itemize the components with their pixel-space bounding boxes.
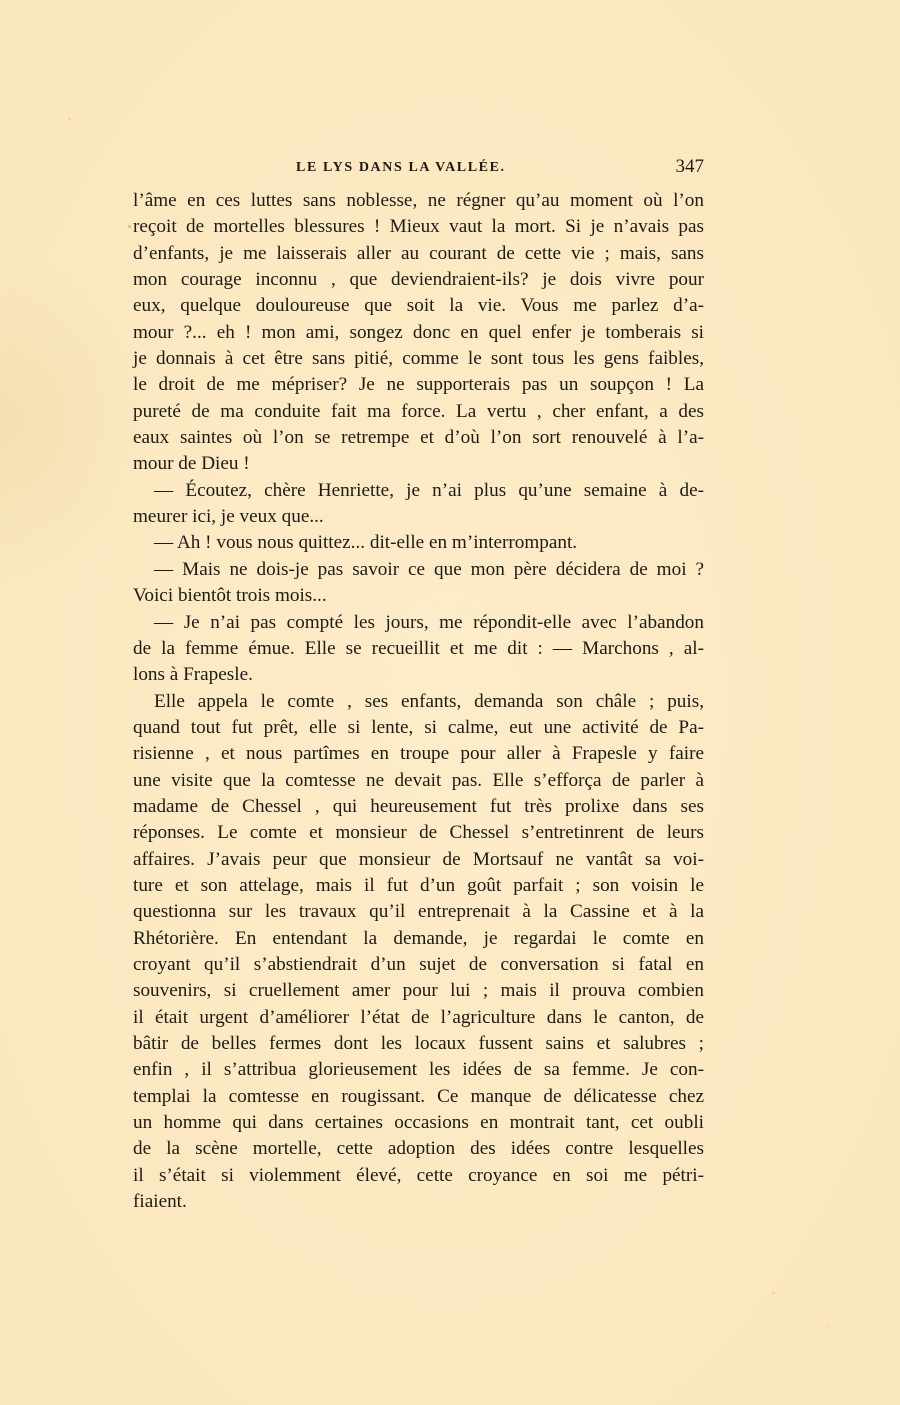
text-line: réponses. Le comte et monsieur de Chessel s’entretinrent de leurs bbox=[133, 822, 704, 844]
text-line: — Ah ! vous nous quittez... dit-elle en m’interrompant. bbox=[154, 532, 578, 554]
text-line: quand tout fut prêt, elle si lente, si calme, eut une activité de Pa- bbox=[133, 716, 704, 738]
text-line: mour ?... eh ! mon ami, songez donc en quel enfer je tomberais si bbox=[133, 321, 704, 343]
text-line: croyant qu’il s’abstiendrait d’un sujet de conversation si fatal en bbox=[133, 953, 704, 975]
text-line: bâtir de belles fermes dont les locaux fussent sains et salubres ; bbox=[133, 1033, 704, 1054]
text-line: meurer ici, je veux que... bbox=[133, 506, 324, 528]
text-line: questionna sur les travaux qu’il entreprenait à la Cassine et à la bbox=[133, 901, 704, 923]
text-line: d’enfants, je me laisserais aller au courant de cette vie ; mais, sans bbox=[133, 242, 704, 264]
text-line: enfin , il s’attribua glorieusement les idées de sa femme. Je con- bbox=[133, 1059, 704, 1081]
text-line: risienne , et nous partîmes en troupe pour aller à Frapesle y faire bbox=[133, 743, 704, 765]
text-line: mour de Dieu ! bbox=[133, 453, 250, 475]
text-line: mon courage inconnu , que deviendraient-ils? je dois vivre pour bbox=[133, 269, 704, 291]
text-line: — Mais ne dois-je pas savoir ce que mon père décidera de moi ? bbox=[154, 558, 704, 580]
text-line: souvenirs, si cruellement amer pour lui ; mais il prouva combien bbox=[133, 980, 704, 1002]
text-line: un homme qui dans certaines occasions en montrait tant, cet oubli bbox=[133, 1112, 704, 1134]
text-line: eux, quelque douloureuse que soit la vie. Vous me parlez d’a- bbox=[133, 295, 704, 317]
text-line: — Je n’ai pas compté les jours, me répondit-elle avec l’abandon bbox=[154, 611, 704, 633]
text-line: lons à Frapesle. bbox=[133, 664, 253, 686]
text-line: templai la comtesse en rougissant. Ce manque de délicatesse chez bbox=[133, 1085, 704, 1107]
text-line: fiaient. bbox=[133, 1191, 187, 1213]
paper-speck bbox=[772, 1292, 775, 1294]
text-line: l’âme en ces luttes sans noblesse, ne régner qu’au moment où l’on bbox=[133, 190, 704, 211]
running-title: LE LYS DANS LA VALLÉE. bbox=[296, 160, 506, 175]
text-line: — Écoutez, chère Henriette, je n’ai plus qu’une semaine à de- bbox=[154, 479, 704, 501]
text-line: ture et son attelage, mais il fut d’un goût parfait ; son voisin le bbox=[133, 874, 704, 896]
paper-speck bbox=[128, 225, 131, 228]
text-line: de la scène mortelle, cette adoption des idées contre lesquelles bbox=[133, 1138, 704, 1160]
body-text bbox=[133, 188, 704, 1215]
paper-speck bbox=[826, 1325, 828, 1327]
text-line: Rhétorière. En entendant la demande, je regardai le comte en bbox=[133, 927, 704, 949]
text-line: affaires. J’avais peur que monsieur de Mortsauf ne vantât sa voi- bbox=[133, 848, 704, 870]
text-line: madame de Chessel , qui heureusement fut très prolixe dans ses bbox=[133, 795, 704, 817]
text-line: il était urgent d’améliorer l’état de l’agriculture dans le canton, de bbox=[133, 1006, 704, 1028]
paper-speck bbox=[68, 118, 71, 120]
text-line: reçoit de mortelles blessures ! Mieux vaut la mort. Si je n’avais pas bbox=[133, 216, 704, 238]
text-line: de la femme émue. Elle se recueillit et me dit : — Marchons , al- bbox=[133, 637, 704, 659]
text-line: Elle appela le comte , ses enfants, demanda son châle ; puis, bbox=[154, 690, 704, 712]
page-number: 347 bbox=[675, 156, 704, 177]
text-line: pureté de ma conduite fait ma force. La vertu , cher enfant, a des bbox=[133, 400, 704, 422]
book-page bbox=[133, 156, 704, 1215]
running-head bbox=[133, 156, 704, 182]
text-line: eaux saintes où l’on se retrempe et d’où l’on sort renouvelé à l’a- bbox=[133, 427, 704, 449]
text-line: il s’était si violemment élevé, cette croyance en soi me pétri- bbox=[133, 1164, 704, 1186]
text-line: Voici bientôt trois mois... bbox=[133, 585, 327, 607]
text-line: le droit de me mépriser? Je ne supporterais pas un soupçon ! La bbox=[133, 374, 704, 396]
text-line: je donnais à cet être sans pitié, comme le sont tous les gens faibles, bbox=[133, 348, 704, 370]
text-line: une visite que la comtesse ne devait pas. Elle s’efforça de parler à bbox=[133, 769, 704, 791]
